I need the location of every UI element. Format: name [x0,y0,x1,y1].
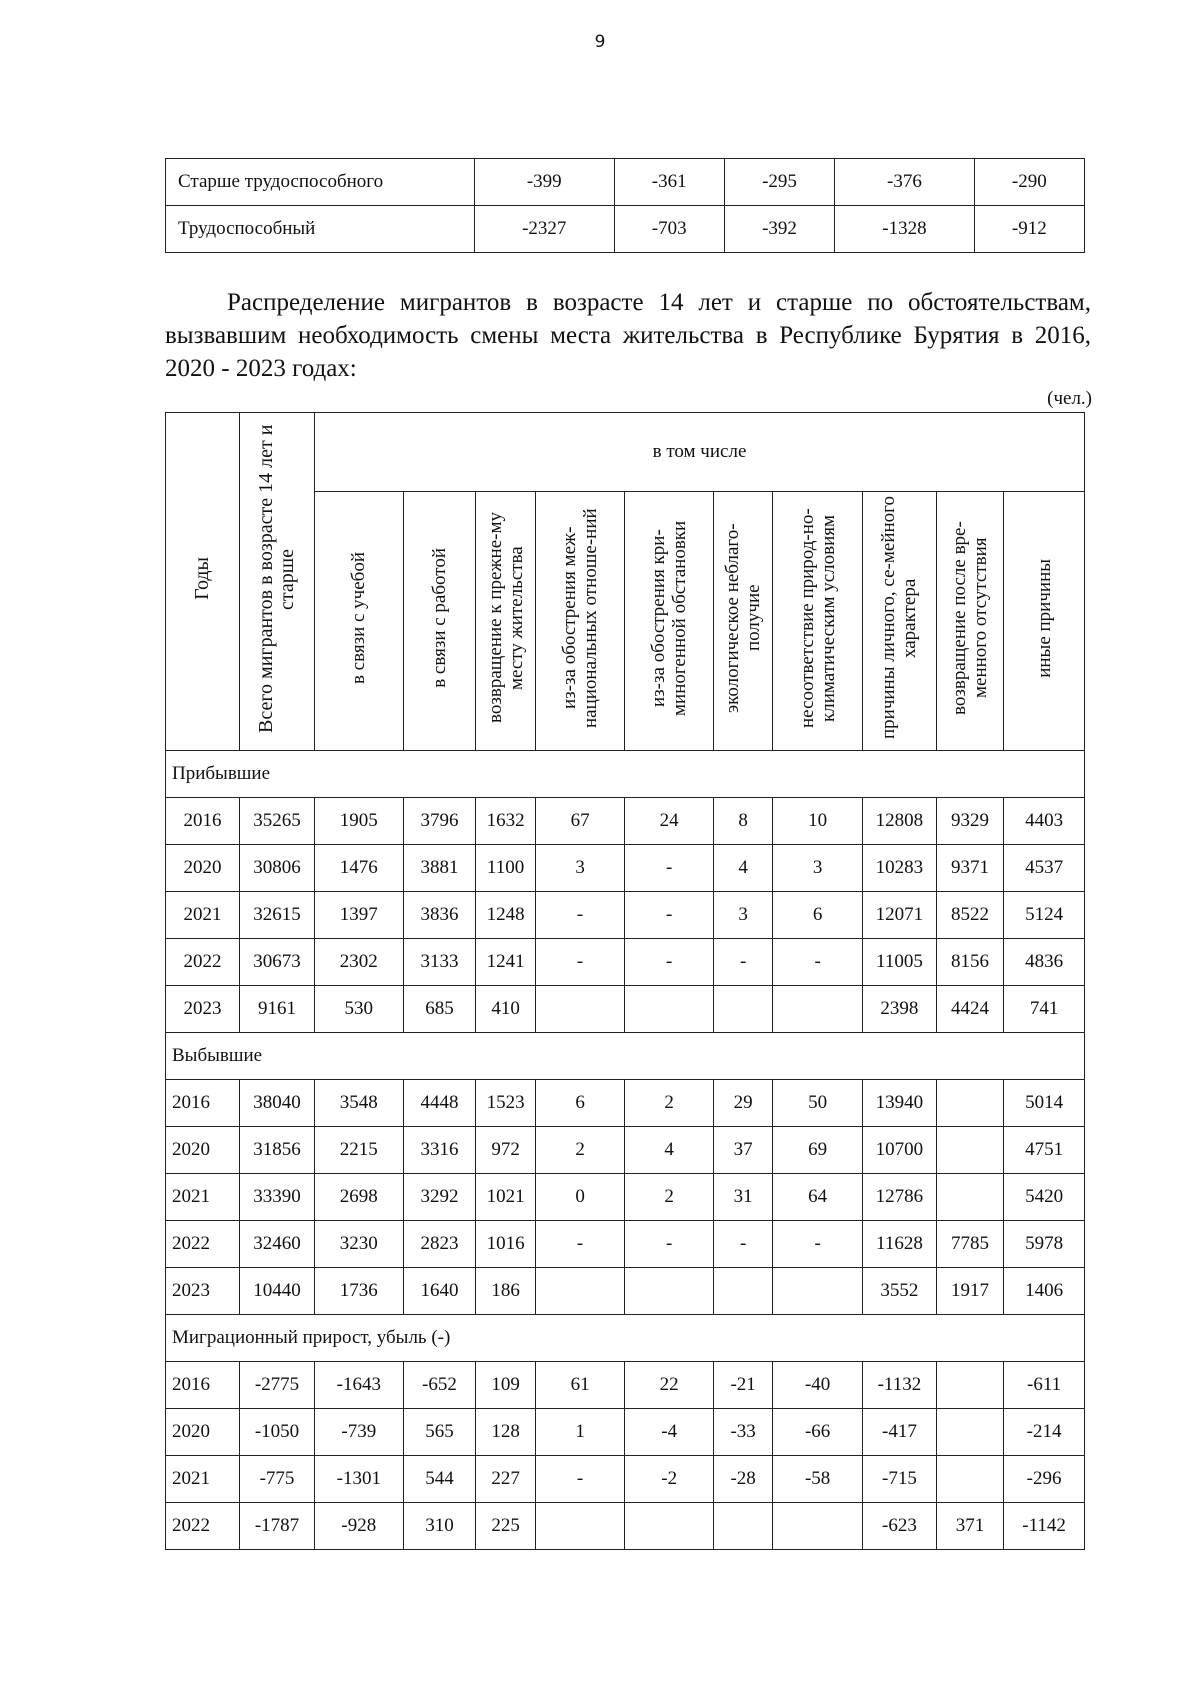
header-col-2: возвращение к прежне-му месту жительства [476,492,535,751]
cell-value: -296 [1004,1456,1085,1503]
year-cell: 2016 [166,798,240,845]
cell-value: -21 [713,1362,772,1409]
cell-value [936,1127,1003,1174]
cell-value: -33 [713,1409,772,1456]
cell-value: 2 [535,1127,625,1174]
cell-value: 12786 [862,1174,936,1221]
cell-value: 4448 [403,1080,476,1127]
cell-value: 3316 [403,1127,476,1174]
table-row [166,1503,1085,1550]
year-cell: 2016 [166,1362,240,1409]
cell-value [936,1409,1003,1456]
cell-value: 4 [625,1127,714,1174]
cell-value: 10440 [239,1268,314,1315]
table-row [166,798,1085,845]
cell-value: -290 [974,159,1084,206]
cell-value: 3133 [403,939,476,986]
cell-value: 109 [476,1362,535,1409]
cell-value: 11005 [862,939,936,986]
header-col-6: несоответствие природ-но-климатическим условиям [773,492,863,751]
cell-value: 1241 [476,939,535,986]
year-cell: 2023 [166,986,240,1033]
cell-value: 972 [476,1127,535,1174]
cell-value [936,1456,1003,1503]
cell-value: - [625,845,714,892]
cell-value: 67 [535,798,625,845]
cell-value: -58 [773,1456,863,1503]
cell-value: -66 [773,1409,863,1456]
table-row [166,892,1085,939]
cell-value: 2 [625,1080,714,1127]
year-cell: 2022 [166,1503,240,1550]
cell-value [773,1503,863,1550]
cell-value: -1050 [239,1409,314,1456]
header-including: в том числе [315,413,1085,492]
cell-value: 5014 [1004,1080,1085,1127]
cell-value: 128 [476,1409,535,1456]
cell-value: 544 [403,1456,476,1503]
cell-value: 186 [476,1268,535,1315]
cell-value: 1016 [476,1221,535,1268]
header-years: Годы [166,413,240,751]
table-row [166,1362,1085,1409]
cell-value: -2775 [239,1362,314,1409]
cell-value: - [535,1221,625,1268]
cell-value: -611 [1004,1362,1085,1409]
cell-value: - [713,939,772,986]
cell-value: - [625,939,714,986]
cell-value [535,1268,625,1315]
cell-value: 3 [535,845,625,892]
cell-value: -1142 [1004,1503,1085,1550]
year-cell: 2016 [166,1080,240,1127]
year-cell: 2022 [166,939,240,986]
cell-value: 3230 [315,1221,404,1268]
cell-value: 9329 [936,798,1003,845]
cell-value: -928 [315,1503,404,1550]
cell-value [936,1174,1003,1221]
cell-value: - [535,892,625,939]
cell-value: -392 [724,206,834,253]
year-cell: 2022 [166,1221,240,1268]
cell-value: 10283 [862,845,936,892]
year-cell: 2020 [166,1409,240,1456]
cell-value: 4424 [936,986,1003,1033]
cell-value: 1917 [936,1268,1003,1315]
table-row [166,986,1085,1033]
cell-value: 227 [476,1456,535,1503]
cell-value: -652 [403,1362,476,1409]
cell-value: 35265 [239,798,314,845]
section-title: Миграционный прирост, убыль (-) [166,1315,1085,1362]
cell-value: 9371 [936,845,1003,892]
cell-value: 3796 [403,798,476,845]
cell-value: 1 [535,1409,625,1456]
cell-value: - [713,1221,772,1268]
cell-value: 310 [403,1503,476,1550]
cell-value: 33390 [239,1174,314,1221]
cell-value: 5420 [1004,1174,1085,1221]
cell-value: -28 [713,1456,772,1503]
header-col-5: экологическое неблаго-получие [713,492,772,751]
table-row [166,1174,1085,1221]
year-cell: 2020 [166,1127,240,1174]
cell-value [625,1503,714,1550]
cell-value: -1328 [835,206,975,253]
cell-value: 1640 [403,1268,476,1315]
section-title: Выбывшие [166,1033,1085,1080]
page-number: 9 [594,32,606,52]
header-col-7: причины личного, се-мейного характера [862,492,936,751]
cell-value: 10700 [862,1127,936,1174]
cell-value: -361 [614,159,724,206]
cell-value: -623 [862,1503,936,1550]
cell-value: -4 [625,1409,714,1456]
cell-value: 3836 [403,892,476,939]
cell-value: 4537 [1004,845,1085,892]
cell-value: 2823 [403,1221,476,1268]
cell-value: 1632 [476,798,535,845]
cell-value [773,986,863,1033]
header-col-8: возвращение после вре-менного отсутствия [936,492,1003,751]
cell-value: 50 [773,1080,863,1127]
table-row [166,845,1085,892]
cell-value: 12808 [862,798,936,845]
cell-value: 11628 [862,1221,936,1268]
section-row [166,751,1085,798]
section-row [166,1315,1085,1362]
cell-value: 1248 [476,892,535,939]
cell-value: 61 [535,1362,625,1409]
header-col-9: иные причины [1004,492,1085,751]
table-row [166,1456,1085,1503]
cell-value: 0 [535,1174,625,1221]
cell-value: 3881 [403,845,476,892]
cell-value: -703 [614,206,724,253]
cell-value: 24 [625,798,714,845]
year-cell: 2021 [166,892,240,939]
cell-value: 6 [535,1080,625,1127]
year-cell: 2021 [166,1174,240,1221]
cell-value: 1021 [476,1174,535,1221]
cell-value: 31856 [239,1127,314,1174]
cell-value: 3548 [315,1080,404,1127]
cell-value: - [773,939,863,986]
cell-value: -1643 [315,1362,404,1409]
cell-value: - [535,1456,625,1503]
cell-value: - [625,1221,714,1268]
cell-value: 5978 [1004,1221,1085,1268]
cell-value [773,1268,863,1315]
cell-value: 22 [625,1362,714,1409]
year-cell: 2021 [166,1456,240,1503]
cell-value: 685 [403,986,476,1033]
table-row [166,1221,1085,1268]
cell-value: 29 [713,1080,772,1127]
cell-value: 225 [476,1503,535,1550]
cell-value: -295 [724,159,834,206]
cell-value: 69 [773,1127,863,1174]
table-row [166,1080,1085,1127]
cell-value: -376 [835,159,975,206]
header-col-1: в связи с работой [403,492,476,751]
cell-value: -399 [475,159,615,206]
cell-value [713,986,772,1033]
cell-value: -1132 [862,1362,936,1409]
cell-value [713,1268,772,1315]
age-group-row [166,159,1085,206]
cell-value: 3552 [862,1268,936,1315]
year-cell: 2023 [166,1268,240,1315]
cell-value [936,1362,1003,1409]
header-col-4: из-за обострения кри-миногенной обстановки [625,492,714,751]
cell-value [625,986,714,1033]
cell-value: 1905 [315,798,404,845]
cell-value: 4 [713,845,772,892]
cell-value: -2327 [475,206,615,253]
cell-value [535,986,625,1033]
unit-label: (чел.) [1047,388,1092,409]
row-label: Старше трудоспособного [166,159,475,206]
cell-value: 8522 [936,892,1003,939]
cell-value: 1397 [315,892,404,939]
cell-value: -2 [625,1456,714,1503]
table-row [166,939,1085,986]
header-total: Всего мигрантов в возрасте 14 лет и старше [239,413,314,751]
cell-value: 741 [1004,986,1085,1033]
cell-value: 2302 [315,939,404,986]
cell-value: - [773,1221,863,1268]
cell-value: 13940 [862,1080,936,1127]
cell-value: - [535,939,625,986]
cell-value [936,1080,1003,1127]
cell-value: 8 [713,798,772,845]
cell-value: -912 [974,206,1084,253]
cell-value: 1406 [1004,1268,1085,1315]
cell-value: 30673 [239,939,314,986]
cell-value: 371 [936,1503,1003,1550]
cell-value: 2 [625,1174,714,1221]
cell-value: 30806 [239,845,314,892]
cell-value: 410 [476,986,535,1033]
cell-value: 31 [713,1174,772,1221]
cell-value: 12071 [862,892,936,939]
cell-value: - [625,892,714,939]
cell-value: 4836 [1004,939,1085,986]
cell-value: 9161 [239,986,314,1033]
age-group-row [166,206,1085,253]
cell-value: 37 [713,1127,772,1174]
cell-value: 1523 [476,1080,535,1127]
cell-value: 3 [713,892,772,939]
cell-value: 32460 [239,1221,314,1268]
cell-value: 2215 [315,1127,404,1174]
cell-value: 10 [773,798,863,845]
cell-value: 2698 [315,1174,404,1221]
cell-value: 530 [315,986,404,1033]
cell-value: -214 [1004,1409,1085,1456]
cell-value: 2398 [862,986,936,1033]
cell-value [625,1268,714,1315]
table-caption: Распределение мигрантов в возрасте 14 лет и старше по обстоятельствам, вызвавшим необходимость смены места жительства в Республике Бурятия в 2016, 2020 - 2023 годах: [165,289,1091,382]
cell-value: 8156 [936,939,1003,986]
cell-value [535,1503,625,1550]
cell-value: -40 [773,1362,863,1409]
cell-value: 3292 [403,1174,476,1221]
cell-value: 5124 [1004,892,1085,939]
cell-value: 565 [403,1409,476,1456]
year-cell: 2020 [166,845,240,892]
section-title: Прибывшие [166,751,1085,798]
cell-value: 3 [773,845,863,892]
cell-value: -1301 [315,1456,404,1503]
table-row [166,1127,1085,1174]
cell-value: 4751 [1004,1127,1085,1174]
cell-value: 6 [773,892,863,939]
cell-value: -715 [862,1456,936,1503]
table-row [166,1268,1085,1315]
cell-value: 1100 [476,845,535,892]
cell-value: 64 [773,1174,863,1221]
cell-value: 1736 [315,1268,404,1315]
migrants-table [165,412,1085,1550]
age-group-table [165,158,1085,253]
header-col-0: в связи с учебой [315,492,404,751]
cell-value: -1787 [239,1503,314,1550]
row-label: Трудоспособный [166,206,475,253]
cell-value: 7785 [936,1221,1003,1268]
cell-value: 38040 [239,1080,314,1127]
cell-value: -775 [239,1456,314,1503]
cell-value: 4403 [1004,798,1085,845]
table-row [166,1409,1085,1456]
cell-value: -739 [315,1409,404,1456]
cell-value: -417 [862,1409,936,1456]
cell-value: 1476 [315,845,404,892]
section-row [166,1033,1085,1080]
cell-value [713,1503,772,1550]
header-col-3: из-за обострения меж-национальных отноше-ний [535,492,625,751]
cell-value: 32615 [239,892,314,939]
